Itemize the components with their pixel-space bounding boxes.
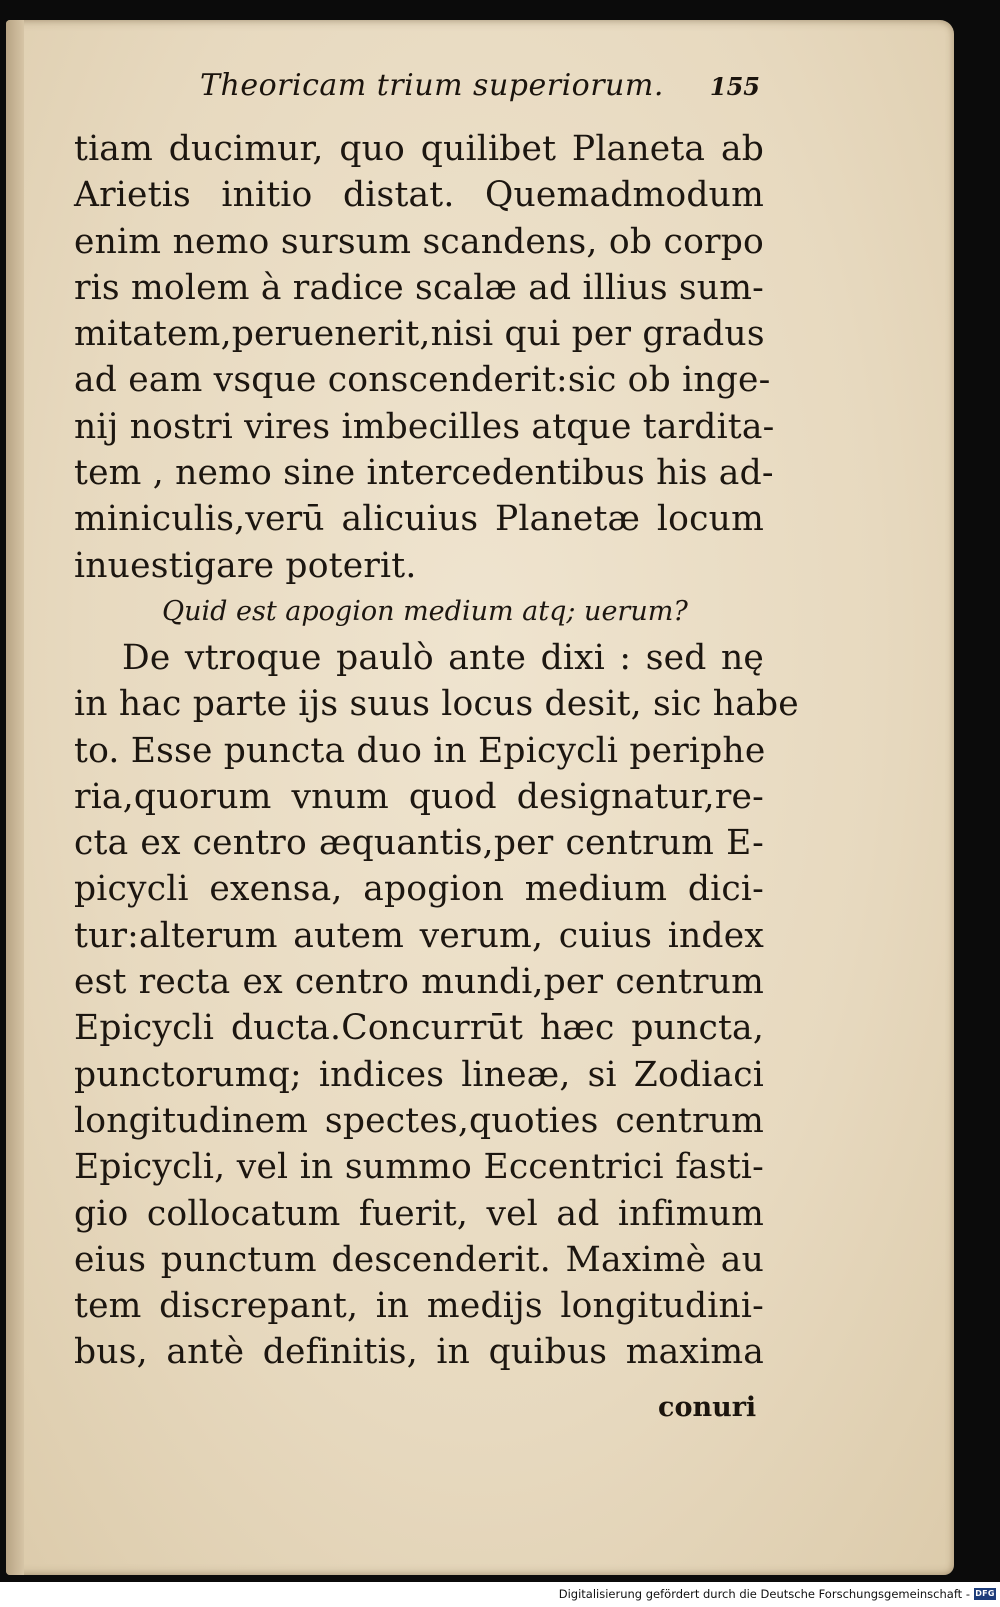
text-line: punctorumq; indices lineæ, si Zodiaci <box>74 1054 764 1095</box>
text-line: Epicycli, vel in summo Eccentrici fasti- <box>74 1147 764 1188</box>
dfg-logo: DFG <box>975 1589 995 1598</box>
text-line: tem discrepant, in medijs longitudini- <box>74 1286 764 1327</box>
footer-bar <box>0 1582 1000 1607</box>
text-line: est recta ex centro mundi,per centrum <box>74 962 764 1003</box>
funding-credit: Digitalisierung gefördert durch die Deutsche Forschungsgemeinschaft - <box>558 1587 970 1601</box>
text-line: inuestigare poterit. <box>74 545 417 586</box>
text-line: longitudinem spectes,quoties centrum <box>74 1100 764 1141</box>
text-line: tiam ducimur, quo quilibet Planeta ab <box>74 129 764 169</box>
text-block <box>74 126 799 1376</box>
page-number: 155 <box>709 72 760 101</box>
text-line: cta ex centro æquantis,per centrum E- <box>74 823 764 864</box>
text-line: tem , nemo sine intercedentibus his ad- <box>74 453 774 494</box>
text-line: enim nemo sursum scandens, ob corpo <box>74 221 764 262</box>
catchword: conuri <box>658 1392 757 1423</box>
text-line: nij nostri vires imbecilles atque tardita- <box>74 406 775 447</box>
text-line: mitatem,peruenerit,nisi qui per gradus <box>74 314 765 355</box>
text-line: picycli exensa, apogion medium dici- <box>74 869 764 910</box>
text-line: Arietis initio distat. Quemadmodum <box>74 175 764 216</box>
text-line: miniculis,verū alicuius Planetæ locum <box>74 499 764 540</box>
text-line: Epicycli ducta.Concurrūt hæc puncta, <box>74 1008 764 1049</box>
text-line: in hac parte ijs suus locus desit, sic habe <box>74 684 799 725</box>
page-gutter <box>6 20 24 1575</box>
text-line: gio collocatum fuerit, vel ad infimum <box>74 1193 764 1234</box>
text-line: bus, antè definitis, in quibus maxima <box>74 1332 764 1373</box>
text-line: eius punctum descenderit. Maximè au <box>74 1239 764 1280</box>
text-line: De vtroque paulò ante dixi : sed nę <box>122 637 764 678</box>
text-line: ria,quorum vnum quod designatur,re- <box>74 776 764 817</box>
text-line: tur:alterum autem verum, cuius index <box>74 915 764 956</box>
text-line: ris molem à radice scalæ ad illius sum- <box>74 267 765 308</box>
question-heading: Quid est apogion medium atq; uerum? <box>162 595 688 627</box>
text-line: ad eam vsque conscenderit:sic ob inge- <box>74 360 771 401</box>
page-header <box>200 68 760 118</box>
running-title: Theoricam trium superiorum. <box>200 68 664 103</box>
text-line: to. Esse puncta duo in Epicycli periphe <box>74 730 766 771</box>
